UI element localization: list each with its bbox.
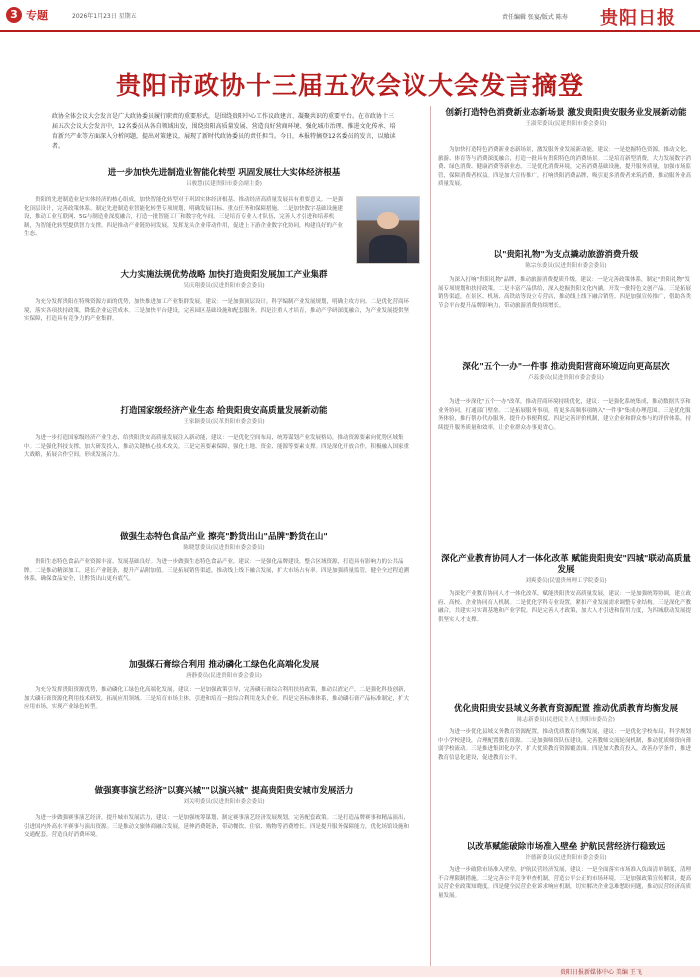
article-text: 为进一步破除市场准入壁垒，护航民营经济发展，建议：一是全面落实市场准入负面清单制度，清理不合理限制措施。二是完善公平竞争审查机制，营造公平公正的市场环境。三是加强政策宣传解读，提高民营企业政策知晓度。四是健全民营企业诉求响应机制，切实解决企业急难愁盼问题，推动民营经济高质量发展。 <box>438 867 692 899</box>
section-label: 专题 <box>26 9 48 22</box>
article-title: 深化"五个一办"一件事 推动贵阳营商环境迈向更高层次 <box>462 362 670 372</box>
article-9 <box>438 362 694 382</box>
article-author: 王家颖委员(民革贵阳市委会委员) <box>183 419 265 425</box>
article-text: 为进一步做强赛事演艺经济，提升城市发展活力，建议：一是加强统筹谋划，制定赛事演艺经济发展规划，完善配套政策。二是打造品牌赛事和精品演出，引进国内外高水平赛事与演出资源。三是推动文旅体商融合发展，延伸消费链条，带动餐饮、住宿、购物等消费增长。四是提升服务保障能力，优化场馆设施和交通配套，营造良好消费环境。 <box>24 815 410 839</box>
article-9-body <box>438 398 694 538</box>
article-text: 为进一步打造国家级经济产业生态，给贵阳贵安高质量发展注入新动能，建议：一是优化空间布局，统筹谋划产业发展格局，推动资源要素向优势区域集中。二是强化科技支撑，加大研发投入，推动关键核心技术攻关。三是完善要素保障，强化土地、资金、能源等要素支撑。四是深化开放合作，积极融入国家重大战略，拓展合作空间，形成发展合力。 <box>24 435 410 459</box>
article-12 <box>438 842 694 862</box>
article-author: 陈宗东委员(民进贵阳市委会委员) <box>525 263 607 269</box>
article-2 <box>24 270 424 290</box>
footer-credit: 贵阳日报新媒体中心 美编 王飞 <box>560 969 642 976</box>
article-11 <box>438 704 694 724</box>
page-headline: 贵阳市政协十三届五次会议大会发言摘登 <box>115 71 584 100</box>
article-3-body <box>24 434 418 522</box>
article-8-body <box>438 276 694 352</box>
article-text: 贵阳的先进制造业是实体经济的核心组成，加快智能化转型对于巩固实体经济根基、推动经济高质量发展具有重要意义。一是强化顶层设计，完善政策体系。制定先进制造业智能化转型专项规划，明确发展目标、重点任务和保障措施。二是加快数字基础设施建设，推动工业互联网、5G与制造业深度融合，打造一批智能工厂和数字化车间。三是培育专业人才队伍，完善人才引进和培养机制，为智能化转型提供智力支撑。四是推动产业链协同发展，发挥龙头企业带动作用，促进上下游企业数字化协同，构建良好的产业生态。 <box>24 197 344 238</box>
article-title: 以改革赋能破除市场准入壁垒 护航民营经济行稳致远 <box>466 842 666 852</box>
article-title: 优化贵阳贵安县域义务教育资源配置 推动优质教育均衡发展 <box>454 704 678 714</box>
article-text: 为进一步优化县域义务教育资源配置，推动优质教育均衡发展，建议：一是优化学校布局，科学规划中小学校建设，合理配置教育资源。二是加强师资队伍建设，完善教师交流轮岗机制，推动优质师资向薄弱学校流动。三是推进集团化办学，扩大优质教育资源覆盖面。四是加大教育投入，改善办学条件，推进教育信息化建设，促进教育公平。 <box>438 729 692 761</box>
article-author: 陈晓慧委员(民进贵阳市委会委员) <box>183 545 265 551</box>
article-5 <box>24 660 424 680</box>
intro-text: 政协全体会议大会发言是广大政协委员履行职责的重要形式，是围绕贵阳中心工作议政建言、凝聚共识的重要平台。在市政协十三届五次会议大会发言中，12名委员从各自领域出发，围绕贵阳高质量发展、营造良好营商环境、强化城市治理、推进文化传承、培育新兴产业等方面深入分析问题，提出对策建议，展现了新时代政协委员的责任担当。今日，本报特摘登12名委员的发言，以飨读者。 <box>52 113 396 150</box>
article-author: 唐静委员(民进贵阳市委会委员) <box>186 673 262 679</box>
article-12-body <box>438 866 694 962</box>
article-author: 卢蕊委员(民进贵阳市委会委员) <box>528 375 604 381</box>
article-title: 做强生态特色食品产业 擦亮"黔货出山"品牌"黔货在山" <box>120 532 328 542</box>
article-11-body <box>438 728 694 834</box>
article-1 <box>24 168 424 188</box>
article-title: 打造国家级经济产业生态 给贵阳贵安高质量发展新动能 <box>120 406 328 416</box>
article-1-body <box>24 196 350 256</box>
article-title: 以"贵阳礼物"为支点撬动旅游消费升级 <box>493 250 639 260</box>
issue-date: 2026年1月23日 星期五 <box>72 13 137 20</box>
article-title: 深化产业教育协同人才一体化改革 赋能贵阳贵安"四城"联动高质量发展 <box>441 554 691 575</box>
article-text: 贵阳生态特色食品产业资源丰富、发展基础良好。为进一步做强生态特色食品产业，建议：一是强化品牌建设，整合区域资源，打造具有影响力的公共品牌。二是推动精深加工，延长产业链条，提升产品附加值。三是拓展销售渠道，推动线上线下融合发展，扩大市场占有率。四是加强质量监管，健全全过程追溯体系，确保食品安全，让黔货出山更有底气。 <box>24 559 410 583</box>
article-text: 为充分发挥贵阳在特殊资源方面的优势，加快推进加工产业集群发展，建议：一是加强顶层设计，科学编制产业发展规划，明确主攻方向。二是优化营商环境，落实各项扶持政策，降低企业运营成本。三是加快平台建设，完善园区基础设施和配套服务。四是注重人才培育，推动产学研深度融合，为产业发展提供坚实保障，打造具有竞争力的产业集群。 <box>24 299 410 323</box>
article-2-body <box>24 298 418 394</box>
article-text: 为深入打响"贵阳礼物"品牌，推动旅游消费提质升级，建议：一是完善政策体系，制定"贵阳礼物"发展专项规划和扶持政策。二是丰富产品供给，深入挖掘贵阳文化内涵，开发一批特色文创产品。三是拓展销售渠道，在景区、机场、高铁站等设立专营店，推动线上线下融合销售。四是加强宣传推广，借助各类节会平台提升品牌影响力，带动旅游消费持续增长。 <box>438 277 692 309</box>
article-7 <box>438 108 694 128</box>
article-4-body <box>24 558 418 646</box>
article-10-body <box>438 590 694 696</box>
article-4 <box>24 532 424 552</box>
article-author: 刘关明委员(民进贵阳市委会委员) <box>183 799 265 805</box>
masthead-logo: 贵阳日报 <box>600 8 676 29</box>
delegate-photo <box>356 196 420 264</box>
article-8 <box>438 250 694 270</box>
column-divider <box>430 106 431 966</box>
article-3 <box>24 406 424 426</box>
article-title: 加强煤石膏综合利用 推动磷化工绿色化高端化发展 <box>129 660 319 670</box>
article-author: 许德新委员(民进贵阳市委会委员) <box>525 855 607 861</box>
article-text: 为充分发挥贵阳资源优势，推动磷化工绿色化高端化发展，建议：一是加强政策引导，完善磷石膏综合利用扶持政策，推动以渣定产。二是强化科技创新，加大磷石膏资源化利用技术研发，拓展应用领域。三是培育市场主体，引进和培育一批综合利用龙头企业。四是完善标准体系，推动磷石膏产品标准制定，扩大应用市场，实现产业绿色转型。 <box>24 687 410 711</box>
page-number-badge: 3 <box>6 7 22 23</box>
article-author: 王淑荣委员(民建贵阳市委会委员) <box>525 121 607 127</box>
article-title: 进一步加快先进制造业智能化转型 巩固发展壮大实体经济根基 <box>107 168 341 178</box>
article-text: 为加快打造特色消费新业态新场景，激发服务业发展新动能，建议：一是挖掘特色资源，推动文化、旅游、体育等与消费深度融合，打造一批具有贵阳特色的消费场景。二是培育新型消费，大力发展数字消费、绿色消费、健康消费等新业态。三是优化消费环境，完善消费基础设施，提升服务质量，加强市场监管，保障消费者权益。四是加大宣传推广，打响贵阳消费品牌，吸引更多消费者来筑消费，推动服务业高质量发展。 <box>438 147 692 188</box>
article-title: 大力实施法规优势战略 加快打造贵阳发展加工产业集群 <box>120 270 328 280</box>
article-text: 为深化产业教育协同人才一体化改革，赋能贵阳贵安高质量发展，建议：一是加强统筹协调，建立政府、高校、企业协同育人机制。二是优化学科专业设置，紧扣产业发展需求调整专业结构。三是深化产教融合，共建实习实训基地和产业学院。四是完善人才政策，加大人才引进和留用力度，为四城联动发展提供坚实人才支撑。 <box>438 591 692 623</box>
article-10 <box>438 554 694 585</box>
article-text: 为进一步深化"五个一办"改革，推动营商环境持续优化，建议：一是强化系统集成，推动数据共享和业务协同，打通部门壁垒。二是拓展服务事项，将更多高频事项纳入"一件事"集成办理范围。三是优化服务体验，推行帮办代办服务，提升办事便利度。四是完善评价机制，建立企业和群众参与的评价体系，持续提升服务质量和效率，让企业群众办事更省心。 <box>438 399 692 431</box>
article-author: 吴庆翔委员(民进贵阳市委会委员) <box>183 283 265 289</box>
editor-credits: 责任编辑 张宴/版式 陈寿 <box>502 14 568 21</box>
article-author: 陈志新委员(民进民主人士贵阳市委员会) <box>517 717 615 723</box>
article-5-body <box>24 686 418 770</box>
article-6-body <box>24 814 418 960</box>
article-author: 刘爽委员(民盟贵州理工学院委员) <box>525 578 607 584</box>
article-7-body <box>438 146 694 242</box>
article-title: 做强赛事演艺经济"以赛兴城""以演兴城" 提高贵阳贵安城市发展活力 <box>94 786 354 796</box>
article-author: 吕骏慧(民建贵阳市委会副主委) <box>186 181 262 187</box>
article-6 <box>24 786 424 806</box>
page-footer <box>0 966 700 977</box>
article-title: 创新打造特色消费新业态新场景 激发贵阳贵安服务业发展新动能 <box>445 108 687 118</box>
